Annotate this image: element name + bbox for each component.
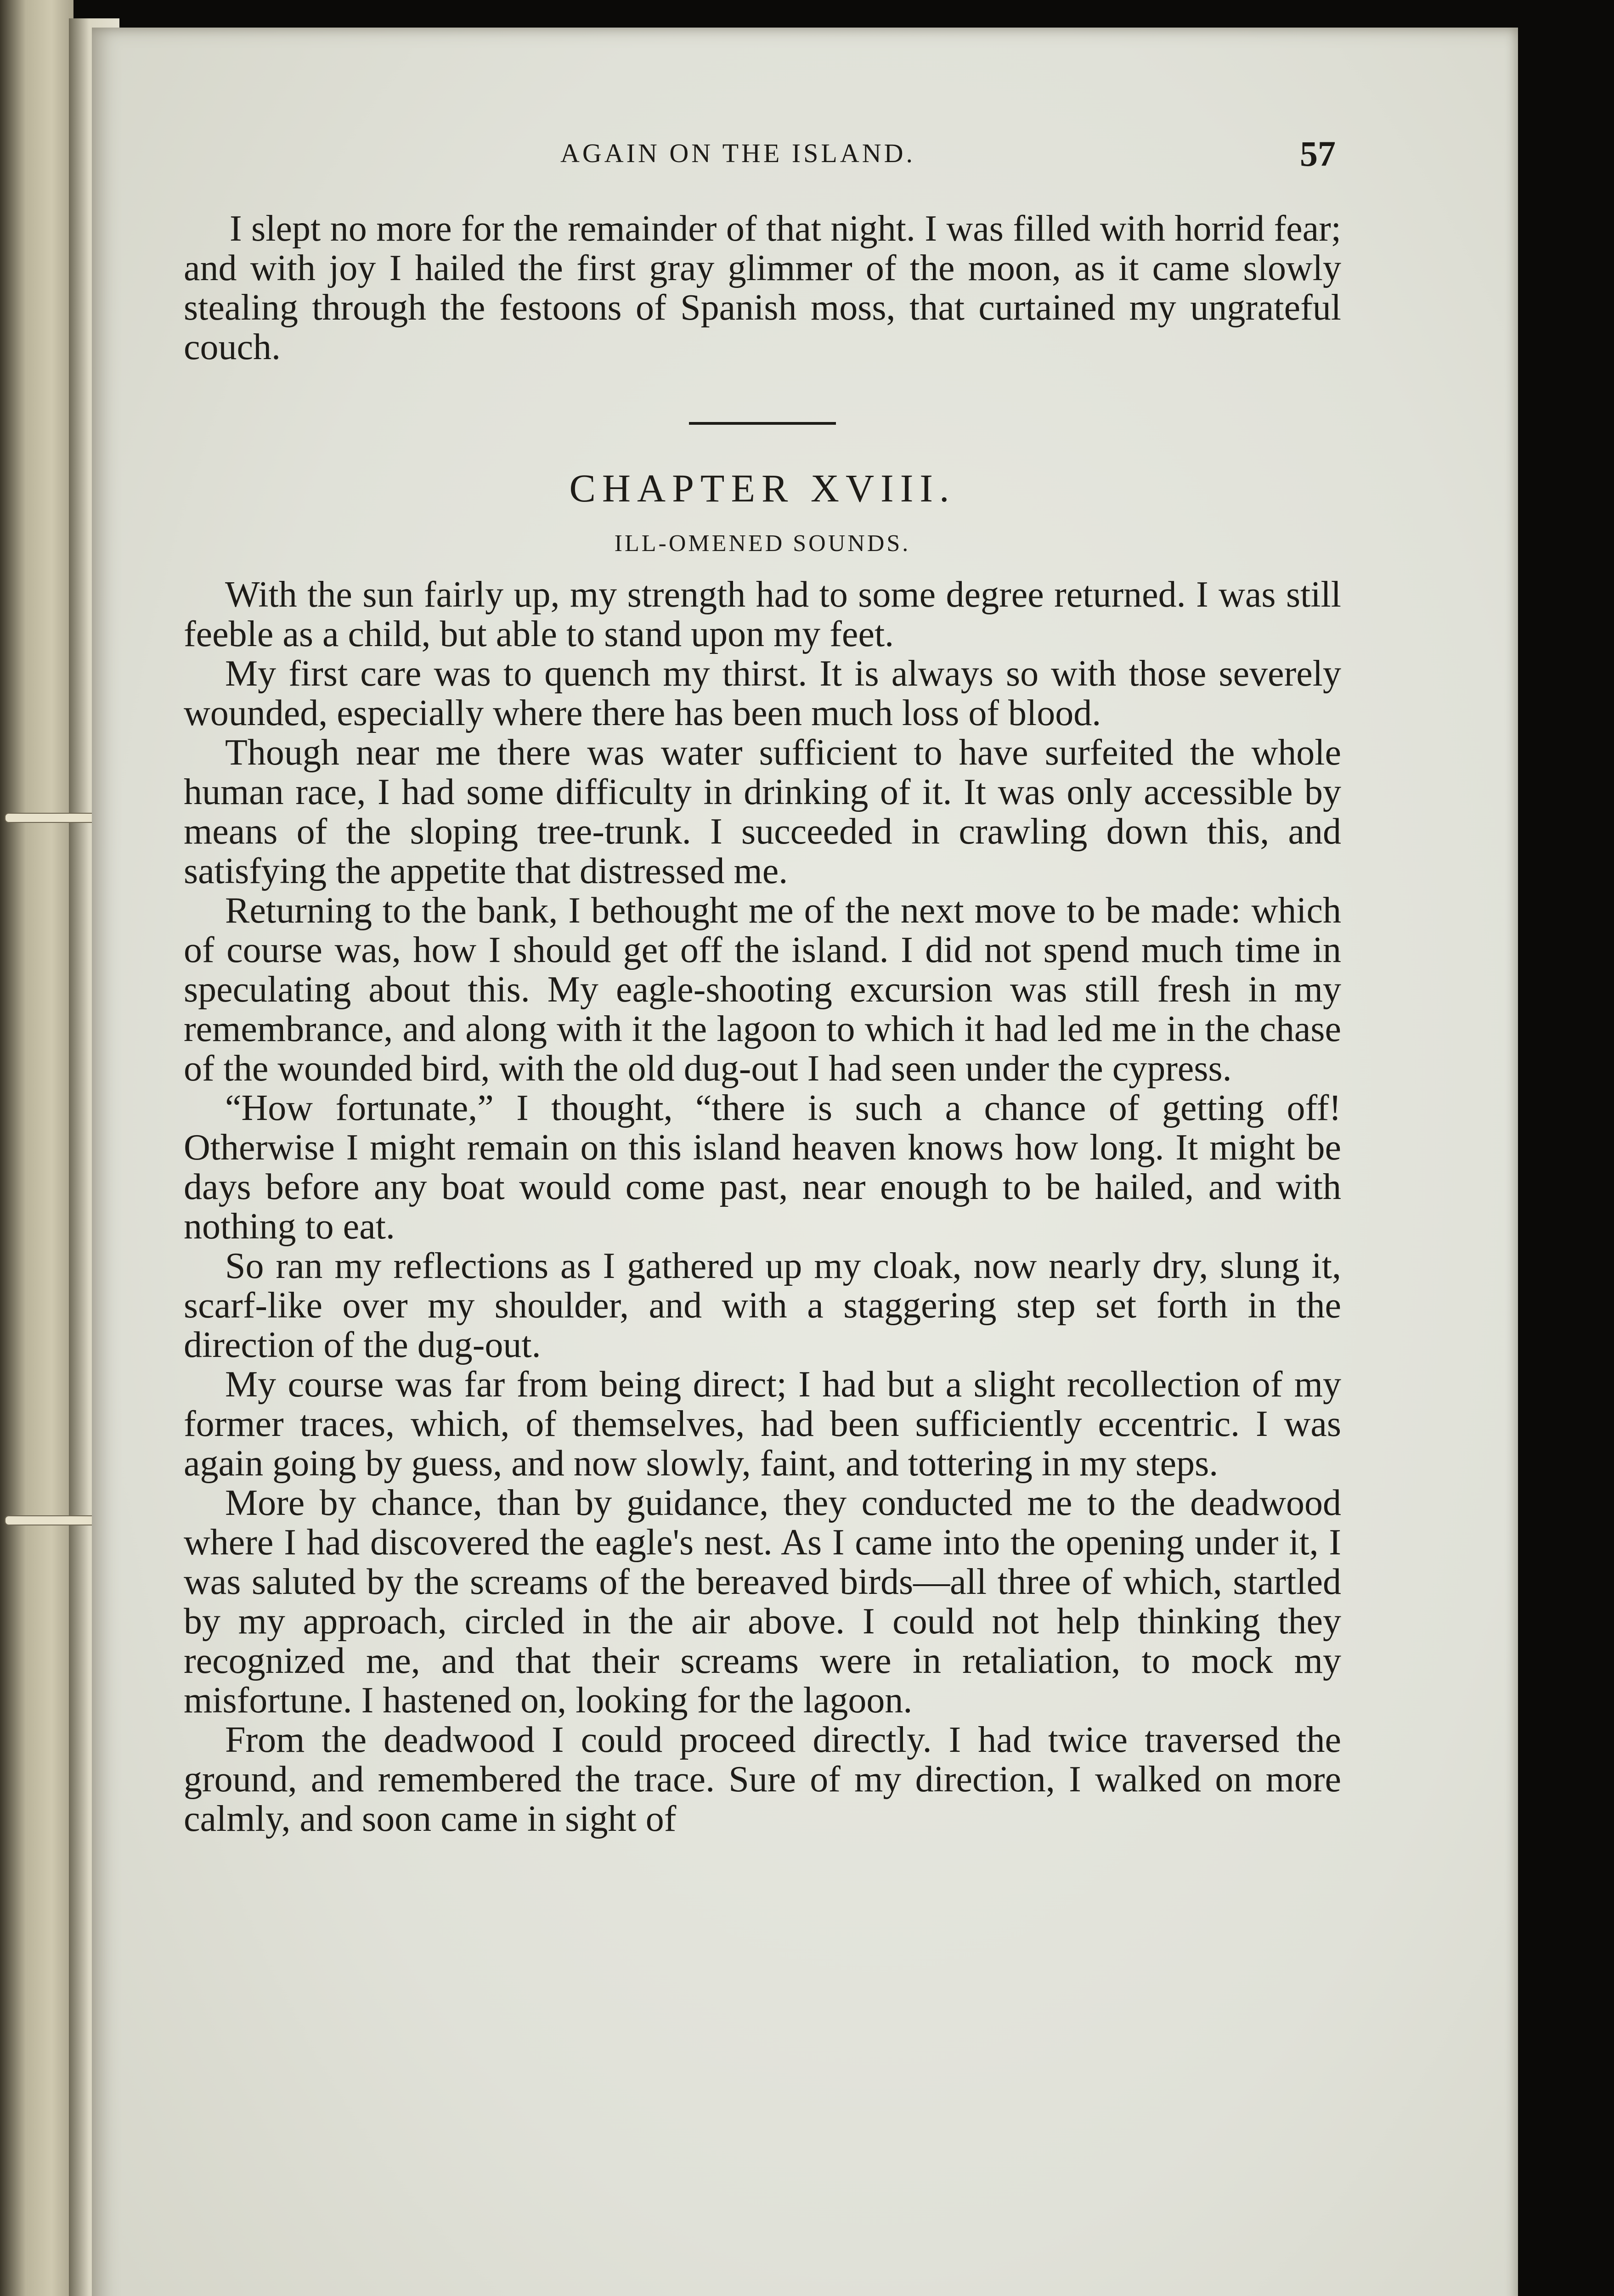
page-number: 57 [1300,134,1336,174]
paragraph: From the deadwood I could proceed directly. I had twice traversed the ground, and remembered the trace. Sure of my direction, I walked on more calmly, and soon came in sight of [184,1720,1341,1839]
paragraph: I slept no more for the remainder of that night. I was filled with horrid fear; and with joy I hailed the first gray glimmer of the moon, as it came slowly stealing through the festoons of Spanish moss, that curtained my ungrateful couch. [184,208,1341,367]
section-divider [689,422,836,425]
paragraph: More by chance, than by guidance, they conducted me to the deadwood where I had discovered the eagle's nest. As I came into the opening under it, I was saluted by the screams of the bereaved birds—all three of which, startled by my approach, circled in the air above. I could not help thinking they recognized me, and that their screams were in retaliation, to mock my misfortune. I hastened on, looking for the lagoon. [184,1483,1341,1721]
page-text [184,209,1341,1839]
paragraph: Returning to the bank, I bethought me of the next move to be made: which of course was, how I should get off the island. I did not spend much time in speculating about this. My eagle-shooting excursion was still fresh in my remembrance, and along with it the lagoon to which it had led me in the chase of the wounded bird, with the old dug-out I had seen under the cypress. [184,890,1341,1089]
chapter-title: CHAPTER XVIII. [569,466,956,510]
paragraph: So ran my reflections as I gathered up my cloak, now nearly dry, slung it, scarf-like over my shoulder, and with a staggering step set forth in the direction of the dug-out. [184,1246,1341,1365]
paragraph: My first care was to quench my thirst. It is always so with those severely wounded, especially where there has been much loss of blood. [184,653,1341,733]
chapter-subtitle: ILL-OMENED SOUNDS. [614,530,911,557]
paragraph: My course was far from being direct; I had but a slight recollection of my former traces, which, of themselves, had been sufficiently eccentric. I was again going by guess, and now slowly, faint, and tottering in my steps. [184,1364,1341,1484]
paragraph: Though near me there was water sufficient to have surfeited the whole human race, I had some difficulty in drinking of it. It was only accessible by means of the sloping tree-trunk. I succeeded in crawling down this, and satisfying the appetite that distressed me. [184,732,1341,891]
running-head: AGAIN ON THE ISLAND. [560,138,915,168]
paragraph: With the sun fairly up, my strength had to some degree returned. I was still feeble as a child, but able to stand upon my feet. [184,574,1341,654]
left-page-edge [0,0,73,2296]
paragraph: “How fortunate,” I thought, “there is such a chance of getting off! Otherwise I might remain on this island heaven knows how long. It might be days before any boat would come past, near enough to be hailed, and with nothing to eat. [184,1088,1341,1247]
